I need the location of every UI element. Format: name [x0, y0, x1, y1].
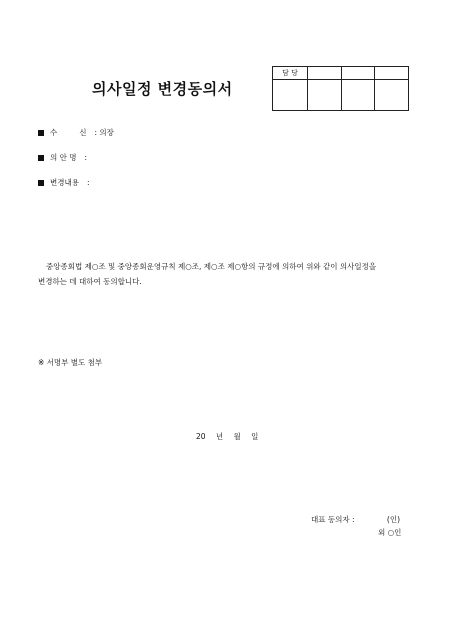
field-label: 의 안 명	[50, 153, 77, 162]
approval-table	[272, 66, 409, 111]
field-label: 수	[50, 128, 58, 137]
document-title: 의사일정 변경동의서	[92, 80, 233, 98]
approval-sign-box[interactable]	[375, 80, 409, 111]
field-value: :	[84, 153, 88, 162]
approval-header-empty	[308, 67, 342, 80]
date-line: 20 년 월 일	[196, 432, 259, 441]
approval-header-empty	[375, 67, 409, 80]
approval-sign-box[interactable]	[308, 80, 342, 111]
approval-header-cell: 담 당	[273, 67, 308, 80]
field-label: 신	[79, 128, 87, 137]
others-count: 외 ○인	[378, 528, 402, 537]
field-bill-name	[38, 152, 87, 163]
square-bullet-icon	[38, 130, 44, 136]
attachment-note: ※ 서명부 별도 첨부	[38, 358, 103, 367]
representative-line	[311, 514, 400, 525]
field-change-content	[38, 177, 90, 188]
field-recipient	[38, 127, 114, 138]
field-value: :	[86, 178, 90, 187]
approval-sign-box[interactable]	[342, 80, 375, 111]
body-paragraph	[38, 259, 412, 289]
representative-label: 대표 동의자 :	[311, 515, 355, 524]
body-line: 중앙종회법 제○조 및 중앙종회운영규칙 제○조, 제○조 제○항의 규정에 의하여 위와 같이 의사일정을	[46, 262, 377, 271]
body-line: 변경하는 데 대하여 동의합니다.	[38, 277, 142, 286]
approval-header-empty	[342, 67, 375, 80]
seal-mark: (인)	[386, 515, 401, 524]
field-label: 변경내용	[50, 178, 79, 187]
square-bullet-icon	[38, 155, 44, 161]
approval-sign-box[interactable]	[273, 80, 308, 111]
field-value: : 의장	[94, 128, 114, 137]
square-bullet-icon	[38, 180, 44, 186]
